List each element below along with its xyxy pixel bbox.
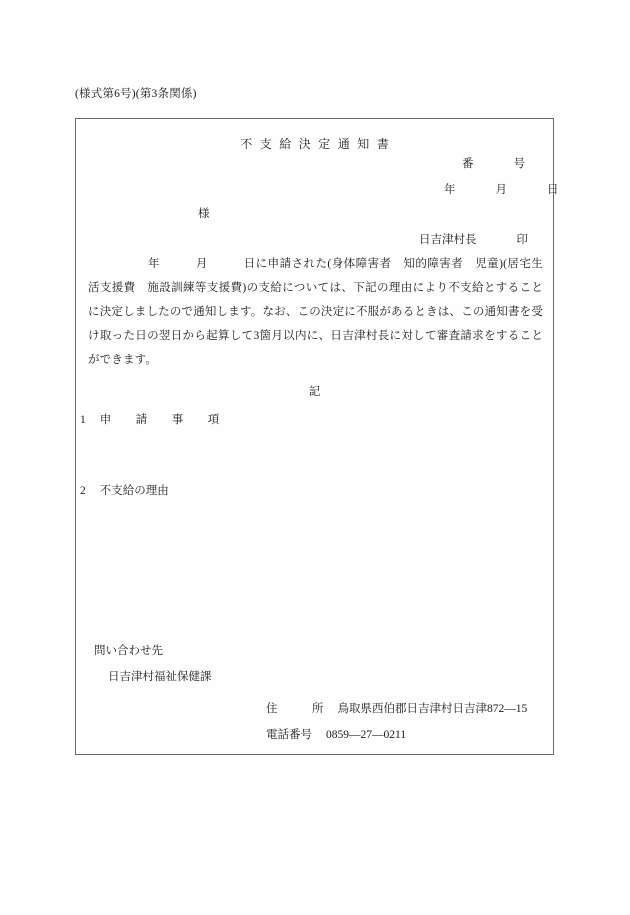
notice-frame — [75, 118, 559, 755]
list-item-nonpayment-reason — [80, 482, 169, 498]
form-code-header: (様式第6号)(第3条関係) — [75, 88, 197, 100]
contact-phone-value: 0859―27―0211 — [326, 729, 407, 741]
item-label: 申 請 事 項 — [99, 414, 226, 426]
ki-marker: 記 — [308, 386, 321, 398]
contact-department: 日吉津村福祉保健課 — [108, 671, 212, 683]
item-number: 1 — [80, 414, 86, 426]
notice-frame-inner — [76, 119, 559, 754]
document-number-label: 番 — [462, 158, 474, 170]
item-number: 2 — [80, 485, 86, 497]
issuer-row — [419, 231, 528, 247]
contact-phone-row — [266, 726, 406, 742]
contact-phone-label: 電話番号 — [266, 729, 312, 741]
contact-address-label: 住 所 — [266, 703, 324, 715]
document-number-value-label: 号 — [513, 158, 525, 170]
document-number-row — [462, 155, 525, 171]
date-year-label: 年 — [444, 184, 456, 196]
contact-section-title: 問い合わせ先 — [94, 645, 163, 657]
list-item-application-details — [80, 411, 226, 427]
item-label: 不支給の理由 — [99, 485, 169, 497]
issuer-name: 日吉津村長 — [419, 234, 477, 246]
date-day-label: 日 — [547, 184, 559, 196]
body-paragraph: 年 月 日に申請された(身体障害者 知的障害者 児童)(居宅生活支援費 施設訓練等支援費)の支給については、下記の理由により不支給とすることに決定しましたので通知します。なお、この決定に不服があるときは、この通知書を受け取った日の翌日から起算して3箇月以内に、日吉津村長に対して審査請求をすることができます。 — [88, 258, 543, 366]
contact-address-value: 鳥取県西伯郡日吉津村日吉津872―15 — [337, 703, 528, 715]
date-month-label: 月 — [495, 184, 507, 196]
document-date-row — [444, 181, 559, 197]
addressee-honorific: 様 — [198, 208, 210, 220]
issuer-seal-label: 印 — [516, 234, 528, 246]
document-title: 不支給決定通知書 — [240, 137, 397, 151]
contact-address-row — [266, 700, 527, 716]
